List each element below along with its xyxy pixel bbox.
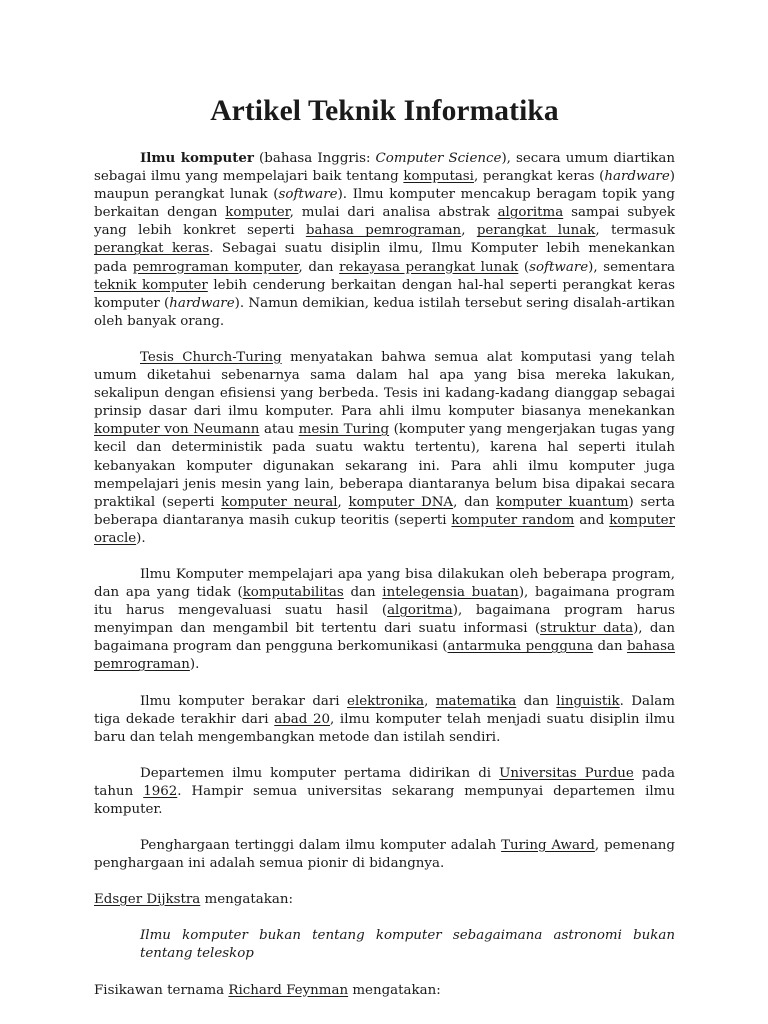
text-run: atau	[259, 422, 299, 438]
text-run: dan	[593, 639, 627, 655]
paragraph	[94, 149, 675, 331]
text-run: mengatakan:	[200, 892, 293, 908]
inline-link[interactable]: pemrograman komputer	[132, 259, 299, 275]
text-run: . Hampir semua universitas sekarang mempunyai departemen ilmu komputer.	[94, 783, 675, 817]
inline-link[interactable]: komputabilitas	[242, 585, 344, 601]
paragraph	[94, 566, 675, 675]
inline-link[interactable]: intelegensia buatan	[382, 585, 519, 601]
text-run: ), bagaimana program itu harus mengevaluasi suatu hasil (	[94, 585, 675, 619]
text-run: software	[529, 259, 589, 275]
text-run: ). Namun demikian, kedua istilah tersebut sering disalah-artikan oleh banyak orang.	[94, 295, 675, 329]
inline-link[interactable]: komputer kuantum	[495, 494, 629, 510]
text-run: , pemenang penghargaan ini adalah semua pionir di bidangnya.	[94, 838, 675, 872]
text-run: , dan	[453, 494, 496, 510]
inline-link[interactable]: struktur data	[540, 621, 634, 637]
text-run: (	[253, 151, 265, 166]
inline-link[interactable]: antarmuka pengguna	[447, 639, 594, 655]
text-run: Computer Science	[375, 151, 502, 166]
text-run: software	[278, 187, 338, 203]
text-run: ), bagaimana program harus menyimpan dan mengambil bit tertentu dari suatu informasi (	[94, 603, 675, 637]
text-run: (	[518, 259, 530, 275]
text-run: , termasuk	[595, 223, 675, 239]
inline-link[interactable]: linguistik	[556, 693, 620, 709]
text-run: dan	[343, 585, 383, 601]
text-run: Ilmu komputer berakar dari	[140, 693, 348, 709]
inline-link[interactable]: algoritma	[387, 603, 453, 619]
text-run: Ilmu Komputer mempelajari apa yang bisa dilakukan oleh beberapa program, dan apa yang tidak (	[94, 566, 675, 601]
paragraph	[94, 891, 675, 909]
paragraph	[94, 982, 675, 1000]
text-run: dan	[516, 693, 557, 709]
text-run: Fisikawan ternama	[94, 982, 229, 998]
inline-link[interactable]: komputer von Neumann	[94, 422, 260, 438]
inline-link[interactable]: perangkat keras	[94, 241, 210, 257]
text-run: lebih cenderung berkaitan dengan hal-hal seperti perangkat keras komputer (	[94, 277, 675, 311]
inline-link[interactable]: komputer oracle	[94, 512, 675, 546]
text-run: , ilmu komputer telah menjadi suatu disiplin ilmu baru dan telah mengembangkan metode dan istilah sendiri.	[94, 711, 676, 745]
block-quote	[140, 927, 675, 963]
text-run: , perangkat keras (	[473, 169, 605, 185]
paragraph	[94, 765, 675, 819]
inline-link[interactable]: mesin Turing	[298, 422, 390, 438]
inline-link[interactable]: Turing Award	[501, 838, 595, 854]
inline-link[interactable]: komputer DNA	[348, 494, 454, 510]
inline-link[interactable]: Edsger Dijkstra	[94, 892, 201, 908]
text-run: sampai subyek yang lebih konkret seperti	[94, 205, 675, 239]
inline-link[interactable]: perangkat lunak	[476, 223, 596, 239]
text-run: . Sebagai suatu disiplin ilmu, Ilmu Komputer lebih menekankan pada	[94, 241, 676, 275]
text-run: ), dan bagaimana program dan pengguna berkomunikasi (	[94, 621, 676, 655]
text-run: and	[574, 512, 610, 528]
inline-link[interactable]: bahasa pemrograman	[94, 639, 676, 673]
inline-link[interactable]: komputer random	[451, 512, 575, 528]
text-run: ) maupun perangkat lunak (	[94, 169, 675, 203]
paragraph	[94, 837, 675, 873]
text-run: , dan	[298, 259, 340, 275]
text-run: , mulai dari analisa abstrak	[289, 205, 498, 221]
text-run: mengatakan:	[348, 982, 441, 998]
text-run: pada tahun	[94, 765, 675, 799]
inline-link[interactable]: Richard Feynman	[228, 982, 349, 998]
text-run: Departemen ilmu komputer pertama didirikan di	[140, 765, 500, 781]
text-run: (komputer yang mengerjakan tugas yang kecil dan deterministik pada suatu waktu tertentu), karena hal seperti itulah kebanyakan komputer digunakan sekarang ini. Para ahli ilmu komputer juga mempelajari jenis mesin yang lain, beberapa diantaranya belum bisa dipakai secara praktikal (seperti	[94, 422, 675, 510]
text-run: bahasa Inggris:	[264, 151, 376, 166]
inline-link[interactable]: komputasi	[403, 169, 474, 185]
text-run: ,	[424, 693, 436, 709]
text-run: hardware	[169, 295, 235, 311]
inline-link[interactable]: 1962	[143, 783, 178, 799]
text-run: Ilmu komputer bukan tentang komputer sebagaimana astronomi bukan tentang teleskop	[140, 928, 675, 962]
text-run: ).	[136, 530, 146, 546]
text-run: Penghargaan tertinggi dalam ilmu komputer adalah	[140, 838, 502, 854]
inline-link[interactable]: algoritma	[497, 205, 564, 221]
paragraph	[94, 693, 675, 747]
paragraph	[94, 349, 675, 548]
text-run: ), secara umum diartikan sebagai ilmu yang mempelajari baik tentang	[94, 151, 676, 185]
inline-link[interactable]: abad 20	[274, 711, 331, 727]
inline-link[interactable]: komputer	[225, 205, 290, 221]
inline-link[interactable]: matematika	[435, 693, 517, 709]
text-run: ). Ilmu komputer mencakup beragam topik yang berkaitan dengan	[94, 187, 675, 221]
text-run: ,	[461, 223, 477, 239]
text-run: ,	[337, 494, 349, 510]
text-run: menyatakan bahwa semua alat komputasi yang telah umum diketahui sebenarnya sama dalam hal apa yang bisa mereka lakukan, sekalipun dengan efisiensi yang berbeda. Tesis ini kadang-kadang dianggap sebagai prinsip dasar dari ilmu komputer. Para ahli ilmu komputer biasanya menekankan	[94, 349, 675, 420]
inline-link[interactable]: bahasa pemrograman	[305, 223, 462, 239]
term-bold: Ilmu komputer	[140, 150, 254, 166]
text-run: ) serta beberapa diantaranya masih cukup teoritis (seperti	[94, 494, 676, 528]
inline-link[interactable]: komputer neural	[221, 494, 338, 510]
inline-link[interactable]: Tesis Church-Turing	[140, 349, 282, 365]
text-run: ).	[189, 657, 200, 673]
inline-link[interactable]: elektronika	[347, 693, 425, 709]
inline-link[interactable]: rekayasa perangkat lunak	[339, 259, 519, 275]
article-body	[94, 149, 675, 1000]
text-run: ), sementara	[588, 259, 676, 275]
text-run: hardware	[604, 169, 670, 185]
article-title: Artikel Teknik Informatika	[210, 95, 559, 127]
inline-link[interactable]: Universitas Purdue	[499, 765, 634, 781]
text-run: . Dalam tiga dekade terakhir dari	[94, 693, 675, 727]
inline-link[interactable]: teknik komputer	[94, 277, 208, 293]
